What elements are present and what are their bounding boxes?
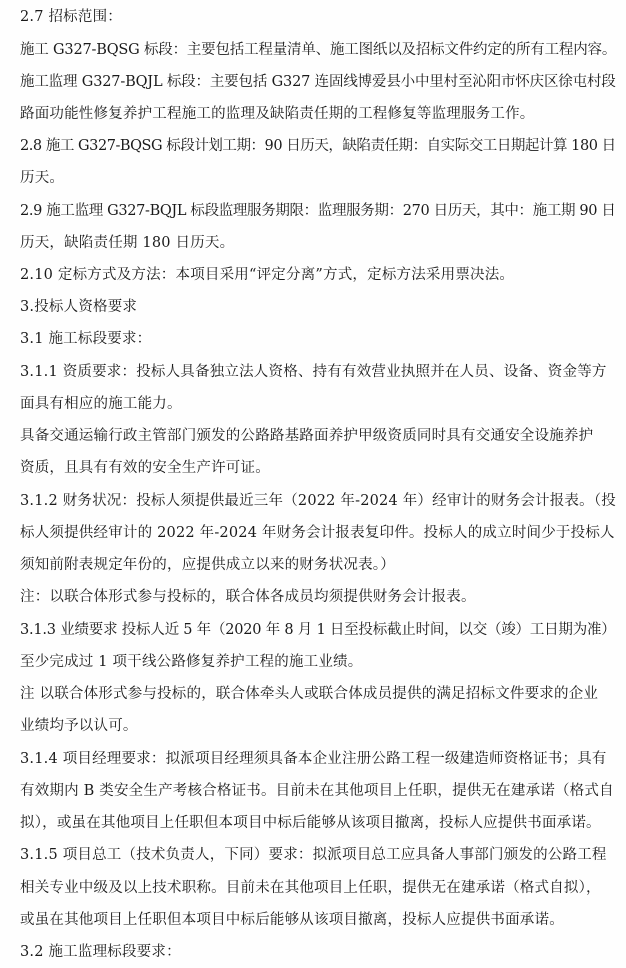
paragraph-line: 3.1.3 业绩要求 投标人近 5 年（2020 年 8 月 1 日至投标截止时间，以交（竣）工日期为准） (20, 622, 616, 638)
paragraph-line: 具备交通运输行政主管部门颁发的公路路基路面养护甲级资质同时具有交通安全设施养护 (20, 428, 594, 444)
paragraph-line: 有效期内 B 类安全生产考核合格证书。目前未在其他项目上任职，提供无在建承诺（格式自 (20, 783, 614, 799)
paragraph-line: 3.1.4 项目经理要求：拟派项目经理须具备本企业注册公路工程一级建造师资格证书；具有 (20, 751, 607, 767)
paragraph-line: 标人须提供经审计的 2022 年-2024 年财务会计报表复印件。投标人的成立时间少于投标人 (20, 525, 615, 541)
note-line: 注：以联合体形式参与投标的，联合体各成员均须提供财务会计报表。 (20, 589, 476, 605)
section-heading-2-7: 2.7 招标范围： (20, 9, 122, 25)
paragraph-line: 施工 G327-BQSG 标段：主要包括工程量清单、施工图纸以及招标文件约定的所有工程内容。 (20, 42, 617, 58)
paragraph-line: 资质，且具有有效的安全生产许可证。 (20, 460, 270, 476)
paragraph-line: 拟），或虽在其他项目上任职但本项目中标后能够从该项目撤离，投标人应提供书面承诺。 (20, 815, 601, 831)
note-line: 注 以联合体形式参与投标的，联合体牵头人或联合体成员提供的满足招标文件要求的企业 (20, 686, 599, 702)
section-heading-3-2: 3.2 施工监理标段要求： (20, 944, 181, 960)
paragraph-line: 历天。 (20, 170, 65, 186)
section-heading-3: 3.投标人资格要求 (20, 299, 138, 315)
paragraph-line: 历天，缺陷责任期 180 日历天。 (20, 235, 235, 251)
paragraph-line: 3.1.2 财务状况：投标人须提供最近三年（2022 年-2024 年）经审计的财务会计报表。（投 (20, 493, 616, 509)
paragraph-line: 须知前附表规定年份的，应提供成立以来的财务状况表。） (20, 557, 395, 573)
paragraph-line: 2.10 定标方式及方法：本项目采用“评定分离”方式，定标方法采用票决法。 (20, 267, 515, 283)
paragraph-line: 业绩均予以认可。 (20, 718, 138, 734)
paragraph-line: 2.9 施工监理 G327-BQJL 标段监理服务期限：监理服务期：270 日历天，其中：施工期 90 日 (20, 203, 616, 219)
paragraph-line: 3.1.5 项目总工（技术负责人，下同）要求：拟派项目总工应具备人事部门颁发的公路工程 (20, 847, 607, 863)
paragraph-line: 至少完成过 1 项干线公路修复养护工程的施工业绩。 (20, 654, 363, 670)
paragraph-line: 相关专业中级及以上技术职称。目前未在其他项目上任职，提供无在建承诺（格式自拟）， (20, 880, 601, 896)
paragraph-line: 施工监理 G327-BQJL 标段：主要包括 G327 连固线博爱县小中里村至沁阳市怀庆区徐屯村段 (20, 74, 616, 90)
paragraph-line: 2.8 施工 G327-BQSG 标段计划工期：90 日历天，缺陷责任期：自实际交工日期起计算 180 日 (20, 138, 616, 154)
paragraph-line: 或虽在其他项目上任职但本项目中标后能够从该项目撤离，投标人应提供书面承诺。 (20, 912, 564, 928)
paragraph-line: 面具有相应的施工能力。 (20, 396, 182, 412)
section-heading-3-1: 3.1 施工标段要求： (20, 331, 152, 347)
paragraph-line: 3.1.1 资质要求：投标人具备独立法人资格、持有有效营业执照并在人员、设备、资金等方 (20, 364, 607, 380)
paragraph-line: 路面功能性修复养护工程施工的监理及缺陷责任期的工程修复等监理服务工作。 (20, 106, 535, 122)
